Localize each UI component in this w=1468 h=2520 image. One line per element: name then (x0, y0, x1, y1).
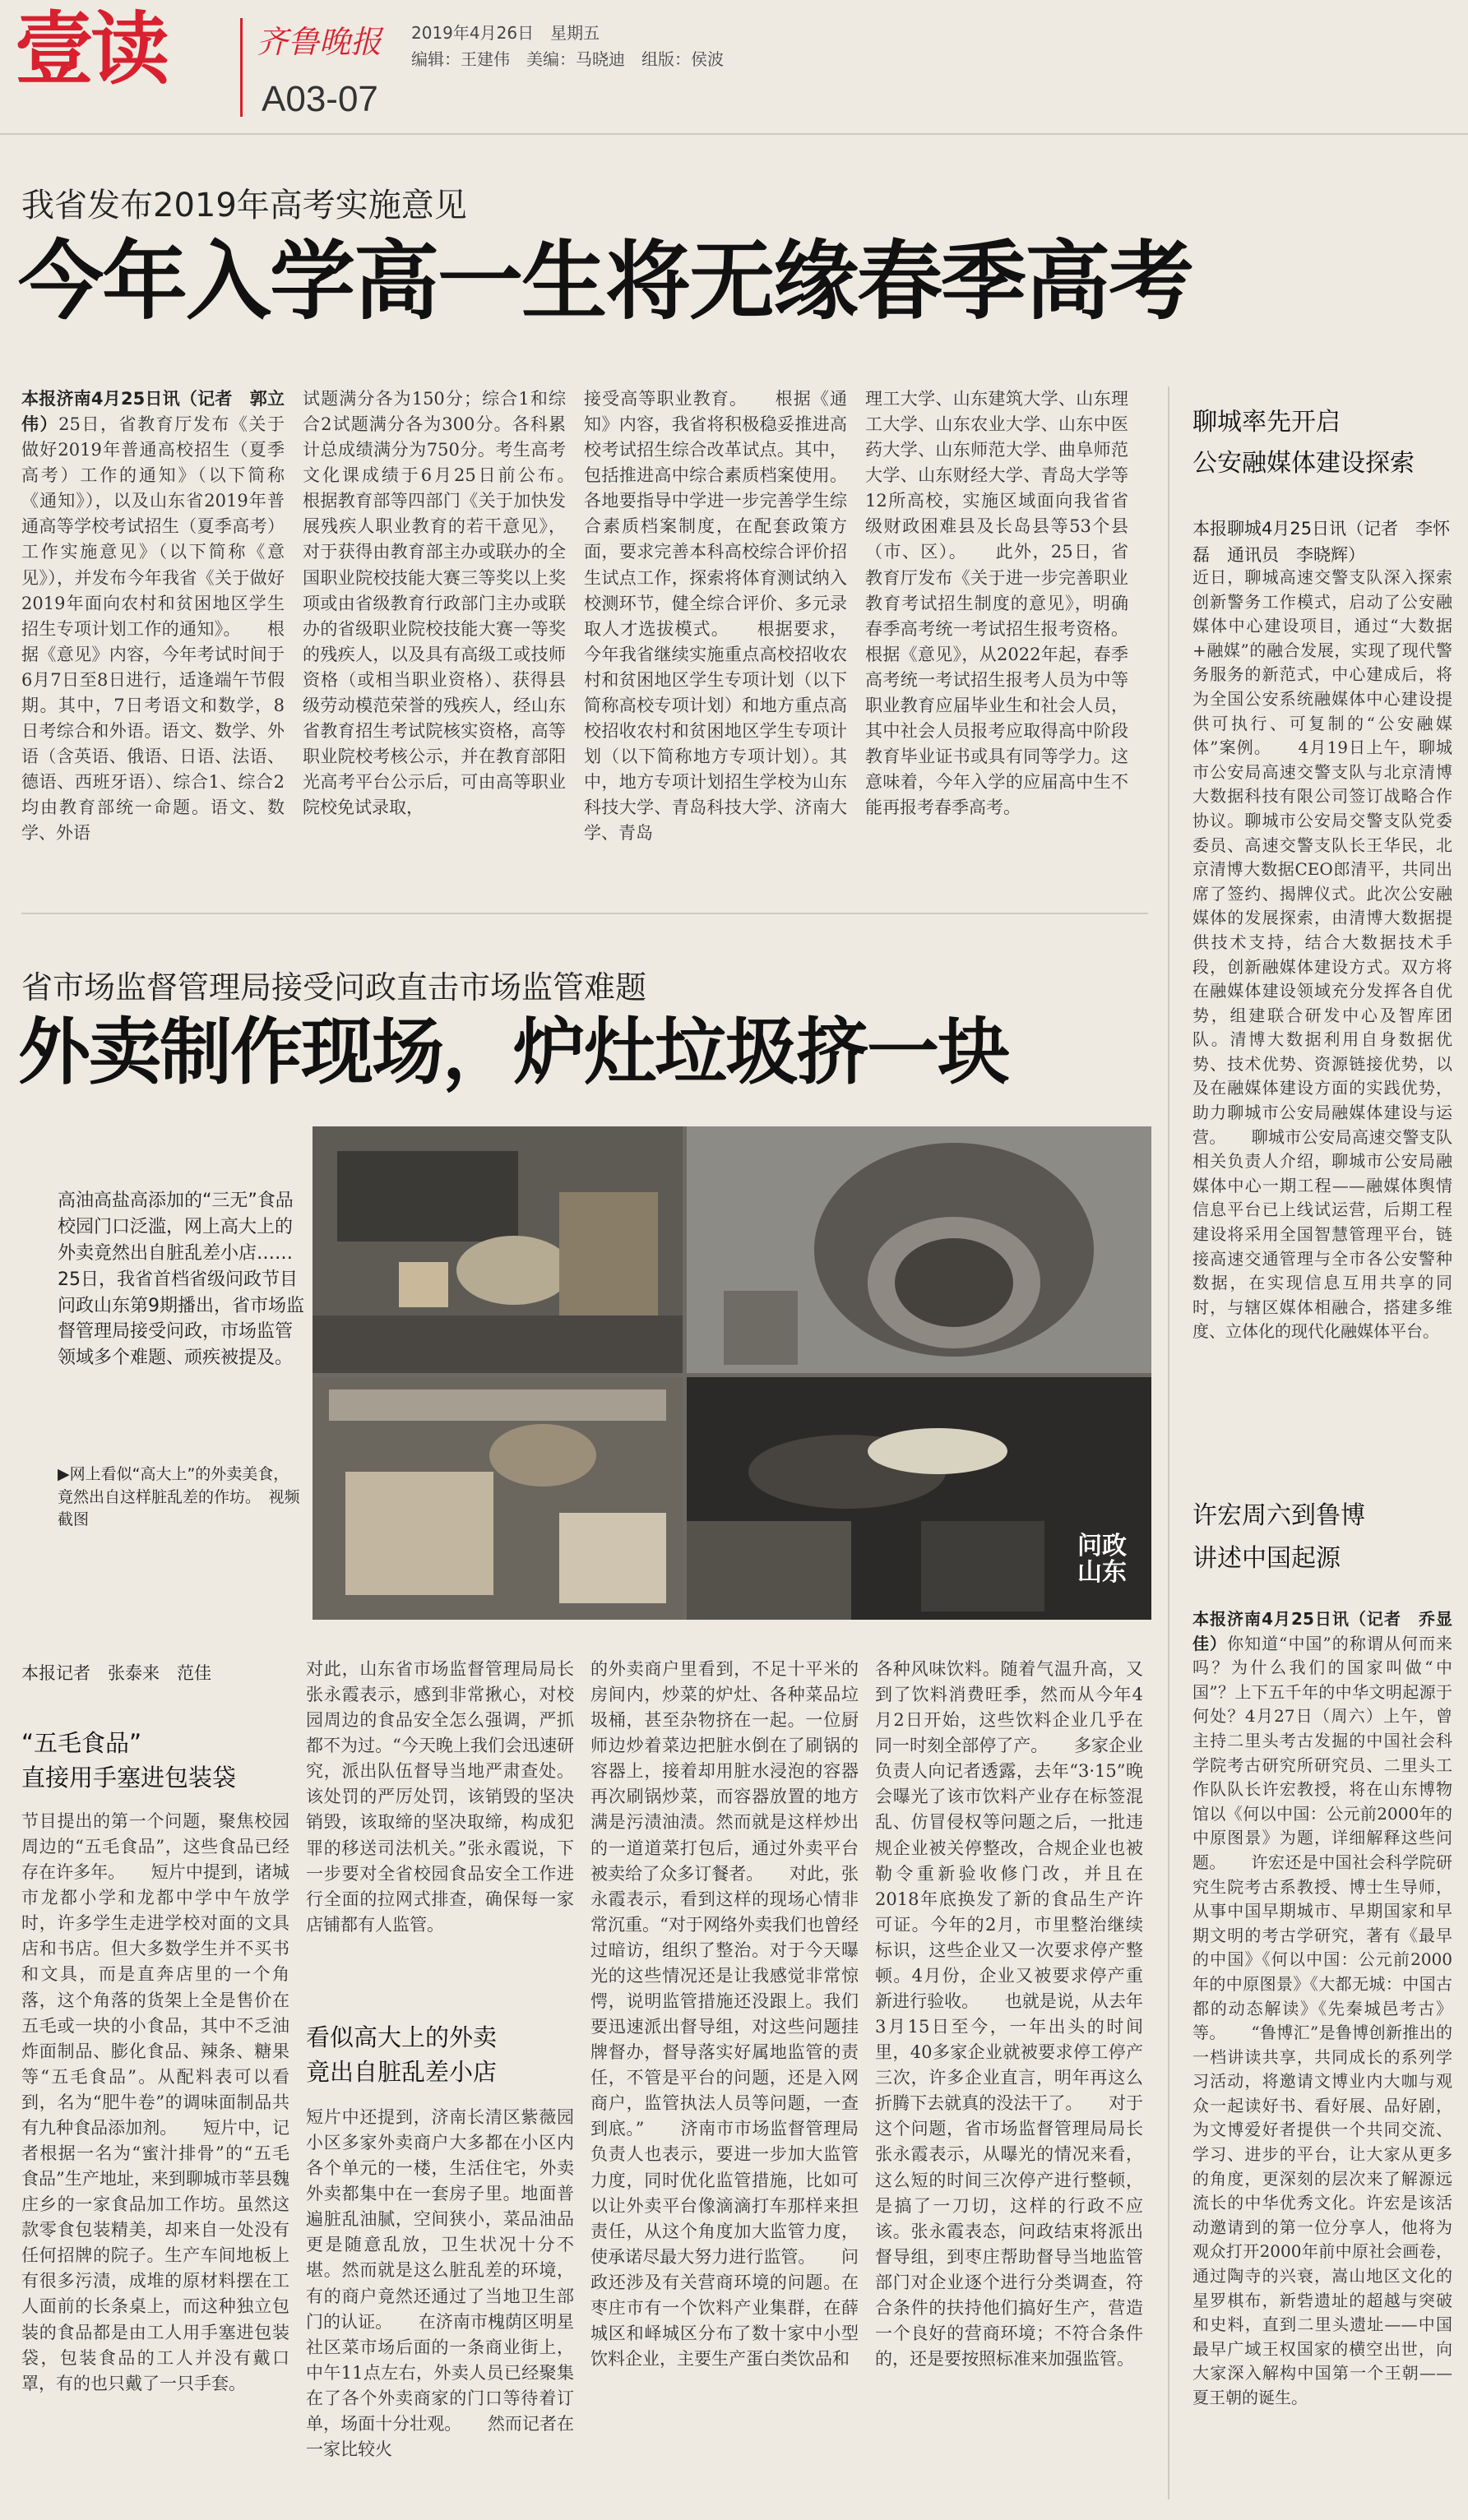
article1-column-1: 本报济南4月25日讯（记者 郭立伟）25日，省教育厅发布《关于做好2019年普通高校招生（夏季高考）工作的通知》（以下简称《通知》），以及山东省2019年普通高等学校考试招生（夏季高考）工作实施意见》（以下简称《意见》），并发布今年我省《关于做好2019年面向农村和贫困地区学生招生专项计划工作的通知》。 根据《意见》内容，今年考试时间于6月7日至8日进行，适逢端午节假期。其中，7日考语文和数学，8日考综合和外语。语文、数学、外语（含英语、俄语、日语、法语、德语、西班牙语）、综合1、综合2均由教育部统一命题。语文、数学、外语 (21, 389, 285, 844)
masthead-brand: 壹读 (15, 3, 166, 95)
article2-column-2a: 对此，山东省市场监督管理局局长张永霞表示，感到非常揪心，对校园周边的食品安全怎么强调，严抓都不为过。“今天晚上我们会迅速研究，派出队伍督导当地严肃查处。该处罚的严厉处罚，该销毁的坚决销毁，该取缔的坚决取缔，构成犯罪的移送司法机关。”张永霞说，下一步要对全省校园食品安全工作进行全面的拉网式排查，确保每一家店铺都有人监管。 (306, 1659, 574, 1935)
sidebar2-byline: 本报济南4月25日讯（记者 乔显佳） (1192, 1609, 1452, 1653)
article1-column-2: 试题满分各为150分；综合1和综合2试题满分各为300分。各科累计总成绩满分为750分。考生高考文化课成绩于6月25日前公布。 根据教育部等四部门《关于加快发展残疾人职业教育的若干意见》，对于获得由教育部主办或联办的全国职业院校技能大赛三等奖以上奖项或由省级教育行政部门主办或联办的省级职业院校技能大赛一等奖的残疾人，以及具有高级工或技师资格（或相当职业资格）、获得县级劳动模范荣誉的残疾人，经山东省教育招生考试院核实资格，高等职业院校考核公示，并在教育部阳光高考平台公示后，可由高等职业院校免试录取， (303, 389, 566, 818)
sidebar1-headline-1: 聊城率先开启 (1192, 408, 1341, 437)
article2-byline: 本报记者 张泰来 范佳 (21, 1663, 211, 1683)
subhead1-line2: 直接用手塞进包装袋 (21, 1764, 237, 1792)
article2-column-3: 的外卖商户里看到，不足十平米的房间内，炒菜的炉灶、各种菜品垃圾桶，甚至杂物挤在一起。一位厨师边炒着菜边把脏水倒在了刷锅的容器上，接着却用脏水浸泡的容器再次刷锅炒菜，而容器放置的地方满是污渍油渍。然而就是这样炒出的一道道菜打包后，通过外卖平台被卖给了众多订餐者。 对此，张永霞表示，看到这样的现场心情非常沉重。“对于网络外卖我们也曾经过暗访，组织了整治。对于今天曝光的这些情况还是让我感觉非常惊愕，说明监管措施还没跟上。我们要迅速派出督导组，对这些问题挂牌督办，督导落实好属地监管的责任，不管是平台的问题，还是入网商户，监管执法人员等问题，一查到底。” 济南市市场监督管理局负责人也表示，要进一步加大监管力度，同时优化监管措施，比如可以让外卖平台像滴滴打车那样来担责任，从这个角度加大监管力度，使承诺尽最大努力进行监管。 问政还涉及有关营商环境的问题。在枣庄市有一个饮料产业集群，在薛城区和峄城区分布了数十家中小型饮料企业，主要生产蛋白类饮品和 (590, 1659, 859, 2370)
sidebar1-headline-2: 公安融媒体建设探索 (1192, 449, 1415, 478)
article2-headline: 外卖制作现场，炉灶垃圾挤一块 (18, 1010, 1009, 1094)
photo-caption: ▶网上看似“高大上”的外卖美食，竟然出自这样脏乱差的作坊。 视频截图 (58, 1465, 300, 1529)
program-watermark: 问政 山东 (1077, 1532, 1127, 1587)
sidebar2-headline-1: 许宏周六到鲁博 (1192, 1501, 1365, 1530)
date-line: 2019年4月26日 星期五 (411, 23, 600, 43)
sidebar2-headline-2: 讲述中国起源 (1192, 1544, 1341, 1573)
article1-headline: 今年入学高一生将无缘春季高考 (18, 231, 1193, 331)
sidebar1-byline: 本报聊城4月25日讯（记者 李怀磊 通讯员 李晓辉） (1192, 519, 1451, 565)
article2-column-1: 节目提出的第一个问题，聚焦校园周边的“五毛食品”，这些食品已经存在许多年。 短片中提到，诸城市龙都小学和龙都中学中午放学时，许多学生走进学校对面的文具店和书店。但大多数学生并不买书和文具，而是直奔店里的一个角落，这个角落的货架上全是售价在五毛或一块的小食品，其中不乏油炸面制品、膨化食品、辣条、糖果等“五毛食品”。从配料表可以看到，名为“肥牛卷”的调味面制品共有九种食品添加剂。 短片中，记者根据一名为“蜜汁排骨”的“五毛食品”生产地址，来到聊城市莘县魏庄乡的一家食品加工作坊。虽然这款零食包装精美，却来自一处没有任何招牌的院子。生产车间地板上有很多污渍，成堆的原材料摆在工人面前的长条桌上，而这种独立包装的食品都是由工人用手塞进包装袋，包装食品的工人并没有戴口罩，有的也只戴了一只手套。 (21, 1811, 289, 2393)
sidebar1-body: 近日，聊城高速交警支队深入探索创新警务工作模式，启动了公安融媒体中心建设项目，通过“大数据+融媒”的融合发展，实现了现代警务服务的新范式，中心建成后，将为全国公安系统融媒体中心建设提供可执行、可复制的“公安融媒体”案例。 4月19日上午，聊城市公安局高速交警支队与北京清博大数据科技有限公司签订战略合作协议。聊城市公安局交警支队党委委员、高速交警支队长王华民，北京清博大数据CEO郎清平，共同出席了签约、揭牌仪式。此次公安融媒体的发展探索，由清博大数据提供技术支持，结合大数据技术手段，创新融媒体建设方式。双方将在融媒体建设领域充分发挥各自优势，组建联合研发中心及智库团队。清博大数据利用自身数据优势、技术优势、资源链接优势，以及在融媒体建设方面的实践优势，助力聊城市公安局融媒体建设与运营。 聊城市公安局高速交警支队相关负责人介绍，聊城市公安局融媒体中心一期工程——融媒体舆情信息平台已上线试运营，后期工程建设将采用全国智慧管理平台，链接高速交通管理与全市各公安警种数据，在实现信息互用共享的同时，与辖区媒体相融合，搭建多维度、立体化的现代化融媒体平台。 (1192, 567, 1452, 1342)
article2-column-4: 各种风味饮料。随着气温升高，又到了饮料消费旺季，然而从今年4月2日开始，这些饮料企业几乎在同一时刻全部停了产。 多家企业负责人向记者透露，去年“3·15”晚会曝光了该市饮料产业存在标签混乱、仿冒侵权等问题之后，一批违规企业被关停整改，合规企业也被勒令重新验收修门改，并且在2018年底换发了新的食品生产许可证。今年的2月，市里整治继续标识，这些企业又一次要求停产整顿。4月份，企业又被要求停产重新进行验收。 也就是说，从去年3月15日至今，一年出头的时间里，40多家企业就被要求停工停产三次，许多企业直言，明年再这么折腾下去就真的没法干了。 对于这个问题，省市场监督管理局局长张永霞表示，从曝光的情况来看，这么短的时间三次停产进行整顿，是搞了一刀切，这样的行政不应该。张永霞表态，问政结束将派出督导组，到枣庄帮助督导当地监管部门对企业逐个进行分类调查，符合条件的扶持他们搞好生产，营造一个良好的营商环境；不符合条件的，还是要按照标准来加强监管。 (875, 1659, 1143, 2370)
article2-kicker: 省市场监督管理局接受问政直击市场监管难题 (21, 969, 647, 1006)
subhead2-line2: 竟出自脏乱差小店 (306, 2058, 498, 2086)
article1-column-4: 理工大学、山东建筑大学、山东理工大学、山东农业大学、山东中医药大学、山东师范大学、曲阜师范大学、山东财经大学、青岛大学等12所高校，实施区域面向我省省级财政困难县及长岛县等53个县（市、区）。 此外，25日，省教育厅发布《关于进一步完善职业教育考试招生制度的意见》，明确春季高考统一考试招生报考资格。根据《意见》，从2022年起，春季高考统一考试招生报考人员为中等职业教育应届毕业生和社会人员，其中社会人员报考应取得高中阶段教育毕业证书或具有同等学力。这意味着，今年入学的应届高中生不能再报考春季高考。 (865, 389, 1128, 818)
article2-column-2b: 短片中还提到，济南长清区紫薇园小区多家外卖商户大多都在小区内各个单元的一楼，生活住宅，外卖外卖都集中在一套房子里。地面普遍脏乱油腻，空间狭小，菜品油品更是随意乱放，卫生状况十分不堪。然而就是这么脏乱差的环境，有的商户竟然还通过了当地卫生部门的认证。 在济南市槐荫区明星社区菜市场后面的一条商业街上，中午11点左右，外卖人员已经聚集在了各个外卖商家的门口等待着订单，场面十分壮观。 然而记者在一家比较火 (306, 2107, 574, 2460)
photo-collage (313, 1126, 1151, 1620)
subhead2-line1: 看似高大上的外卖 (306, 2023, 498, 2051)
newspaper-logo: 齐鲁晚报 (257, 24, 382, 60)
article1-kicker: 我省发布2019年高考实施意见 (21, 187, 467, 224)
sidebar-divider (1168, 386, 1169, 2499)
article1-column-3: 接受高等职业教育。 根据《通知》内容，我省将积极稳妥推进高校考试招生综合改革试点。其中，包括推进高中综合素质档案使用。各地要指导中学进一步完善学生综合素质档案制度，在配套政策方面，要求完善本科高校综合评价招生试点工作，探索将体育测试纳入校测环节，健全综合评价、多元录取人才选拔模式。 根据要求，今年我省继续实施重点高校招收农村和贫困地区学生专项计划（以下简称高校专项计划）和地方重点高校招收农村和贫困地区学生专项计划（以下简称地方专项计划）。其中，地方专项计划招生学校为山东科技大学、青岛科技大学、济南大学、青岛 (584, 389, 847, 844)
masthead-rule (0, 133, 1468, 135)
masthead-divider (240, 18, 243, 117)
subhead1-line1: “五毛食品” (21, 1729, 142, 1757)
article1-dateline: 本报济南4月25日讯（记者 郭立伟） (21, 389, 285, 435)
article2-lead: 高油高盐高添加的“三无”食品校园门口泛滥，网上高大上的外卖竟然出自脏乱差小店……25日，我省首档省级问政节目问政山东第9期播出，省市场监督管理局接受问政，市场监管领域多个难题、顽疾被提及。 (58, 1191, 304, 1369)
sidebar2-body: 本报济南4月25日讯（记者 乔显佳）你知道“中国”的称谓从何而来吗？为什么我们的国家叫做“中国”？上下五千年的中华文明起源于何处？4月27日（周六）上午，曾主持二里头考古发掘的中国社会科学院考古研究所研究员、二里头工作队队长许宏教授，将在山东博物馆以《何以中国：公元前2000年的中原图景》为题，详细解释这些问题。 许宏还是中国社会科学院研究生院考古系教授、博士生导师，从事中国早期城市、早期国家和早期文明的考古学研究，著有《最早的中国》《何以中国：公元前2000年的中原图景》《大都无城：中国古都的动态解读》《先秦城邑考古》等。 “鲁博汇”是鲁博创新推出的一档讲读共享，共同成长的系列学习活动，将邀请文博业内大咖与观众一起读好书、看好展、品好剧，为文博爱好者提供一个共同交流、学习、进步的平台，让大家从更多的角度，更深刻的层次来了解源远流长的中华优秀文化。许宏是该活动邀请到的第一位分享人，他将为观众打开2000年前中原社会画卷，通过陶寺的兴衰，嵩山地区文化的星罗棋布，新砦遗址的超越与突破和史料，直到二里头遗址——中国最早广域王权国家的横空出世，向大家深入解构中国第一个王朝——夏王朝的诞生。 (1192, 1609, 1452, 2407)
kitchen-photo-collage (313, 1126, 1151, 1620)
section-rule (21, 913, 1148, 914)
editors-line: 编辑：王建伟 美编：马晓迪 组版：侯波 (411, 49, 724, 69)
page-number: A03-07 (262, 79, 378, 119)
